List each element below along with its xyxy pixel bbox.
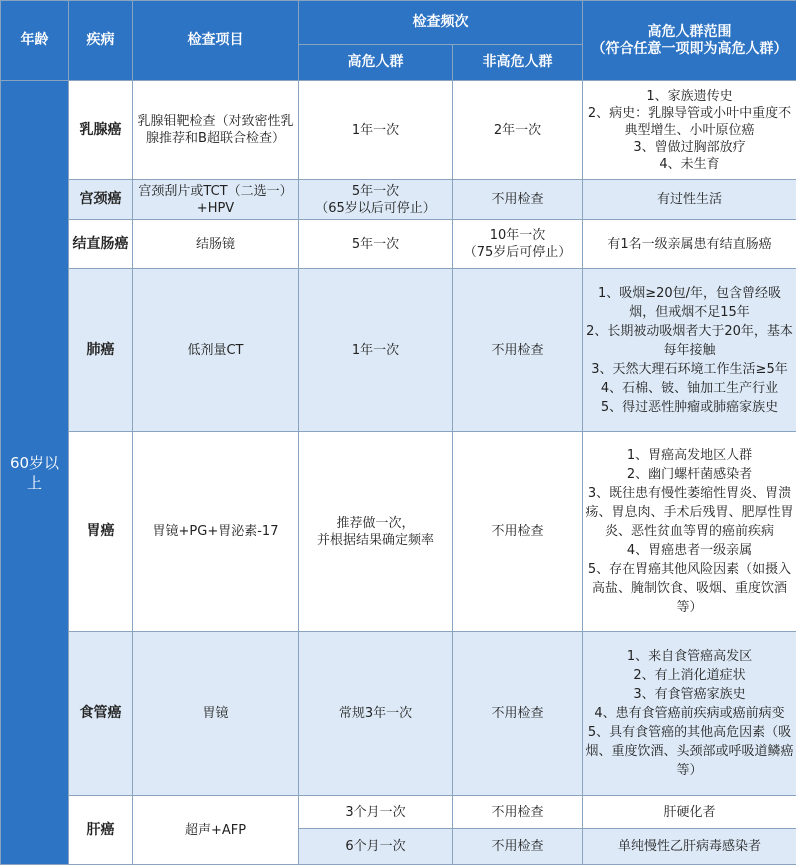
exam-item: 胃镜 [133, 632, 299, 796]
exam-item: 低剂量CT [133, 269, 299, 432]
header-risk-title: 高危人群范围 [647, 23, 732, 40]
header-freq-nonhigh: 非高危人群 [453, 45, 583, 81]
risk-item: 有1名一级亲属患有结直肠癌 [607, 236, 772, 252]
exam-item: 超声+AFP [133, 796, 299, 865]
header-freq-high: 高危人群 [299, 45, 453, 81]
risk-item: 1、家族遗传史 [646, 88, 733, 104]
freq-high-note: （65岁以后可停止） [315, 200, 436, 216]
freq-nonhigh: 不用检查 [453, 180, 583, 220]
header-disease: 疾病 [69, 1, 133, 81]
risk-item: 4、患有食管癌前疾病或癌前病变 [594, 706, 785, 721]
risk-item: 2、幽门螺杆菌感染者 [626, 467, 753, 482]
disease-name: 肝癌 [69, 796, 133, 865]
risk-range [583, 269, 796, 432]
table-row [1, 432, 796, 632]
risk-item: 2、长期被动吸烟者大于20年，基本每年接触 [586, 323, 793, 358]
risk-item: 4、未生育 [659, 156, 720, 172]
freq-high: 常规3年一次 [299, 632, 453, 796]
freq-high: 3个月一次 [299, 796, 453, 829]
risk-item: 1、胃癌高发地区人群 [626, 448, 753, 463]
disease-name: 结直肠癌 [69, 220, 133, 269]
risk-item: 2、病史：乳腺导管或小叶中重度不典型增生、小叶原位癌 [587, 105, 792, 138]
risk-item: 3、有食管癌家族史 [633, 687, 746, 702]
exam-item: 乳腺钼靶检查（对致密性乳腺推荐和B超联合检查） [133, 81, 299, 180]
freq-high-note: 并根据结果确定频率 [316, 532, 434, 548]
header-risk [583, 1, 796, 81]
freq-high: 6个月一次 [299, 829, 453, 865]
risk-item: 有过性生活 [656, 192, 722, 207]
freq-high: 1年一次 [299, 269, 453, 432]
freq-nonhigh-note: （75岁后可停止） [463, 245, 572, 260]
freq-nonhigh: 不用检查 [453, 829, 583, 865]
risk-item: 2、有上消化道症状 [633, 668, 746, 683]
table-row [1, 81, 796, 180]
risk-range [583, 432, 796, 632]
disease-name: 肺癌 [69, 269, 133, 432]
exam-item: 宫颈刮片或TCT（二选一）+HPV [133, 180, 299, 220]
risk-range [583, 220, 796, 269]
risk-range [583, 632, 796, 796]
freq-nonhigh: 2年一次 [453, 81, 583, 180]
freq-nonhigh: 不用检查 [453, 432, 583, 632]
risk-item: 3、天然大理石环境工作生活≥5年 [591, 361, 788, 377]
risk-range: 单纯慢性乙肝病毒感染者 [583, 829, 796, 865]
disease-name: 食管癌 [69, 632, 133, 796]
risk-item: 5、存在胃癌其他风险因素（如摄入高盐、腌制饮食、吸烟、重度饮酒等） [587, 562, 792, 615]
table-row [1, 180, 796, 220]
risk-range: 肝硬化者 [583, 796, 796, 829]
risk-item: 4、胃癌患者一级亲属 [626, 543, 753, 558]
header-age: 年龄 [1, 1, 69, 81]
table-row [1, 632, 796, 796]
risk-item: 5、具有食管癌的其他高危因素（吸烟、重度饮酒、头颈部或呼吸道鳞癌等） [585, 725, 794, 778]
freq-nonhigh: 不用检查 [453, 632, 583, 796]
disease-name: 宫颈癌 [69, 180, 133, 220]
risk-item: 1、吸烟≥20包/年，包含曾经吸烟，但戒烟不足15年 [597, 285, 782, 320]
risk-item: 5、得过恶性肿瘤或肺癌家族史 [600, 399, 779, 415]
freq-nonhigh: 不用检查 [453, 269, 583, 432]
header-frequency: 检查频次 [299, 1, 583, 45]
exam-item: 结肠镜 [133, 220, 299, 269]
risk-range [583, 180, 796, 220]
freq-high [299, 180, 453, 220]
freq-high: 5年一次 [299, 220, 453, 269]
age-group: 60岁以上 [1, 81, 69, 865]
risk-item: 4、石棉、铍、铀加工生产行业 [600, 380, 779, 396]
exam-item: 胃镜+PG+胃泌素-17 [133, 432, 299, 632]
table-row [1, 220, 796, 269]
freq-high-value: 推荐做一次， [336, 515, 415, 531]
freq-high [299, 432, 453, 632]
header-risk-note: （符合任意一项即为高危人群） [591, 40, 788, 57]
freq-nonhigh: 不用检查 [453, 796, 583, 829]
freq-nonhigh-value: 10年一次 [489, 228, 546, 243]
risk-range [583, 81, 796, 180]
disease-name: 胃癌 [69, 432, 133, 632]
risk-item: 3、既往患有慢性萎缩性胃炎、胃溃疡、胃息肉、手术后残胃、肥厚性胃炎、恶性贫血等胃的癌前疾病 [585, 486, 794, 539]
disease-name: 乳腺癌 [69, 81, 133, 180]
header-exam: 检查项目 [133, 1, 299, 81]
freq-nonhigh [453, 220, 583, 269]
risk-item: 1、来自食管癌高发区 [626, 649, 753, 664]
table-row [1, 269, 796, 432]
freq-high-value: 5年一次 [351, 183, 400, 199]
table-row [1, 796, 796, 829]
risk-item: 3、曾做过胸部放疗 [633, 139, 746, 155]
freq-high: 1年一次 [299, 81, 453, 180]
